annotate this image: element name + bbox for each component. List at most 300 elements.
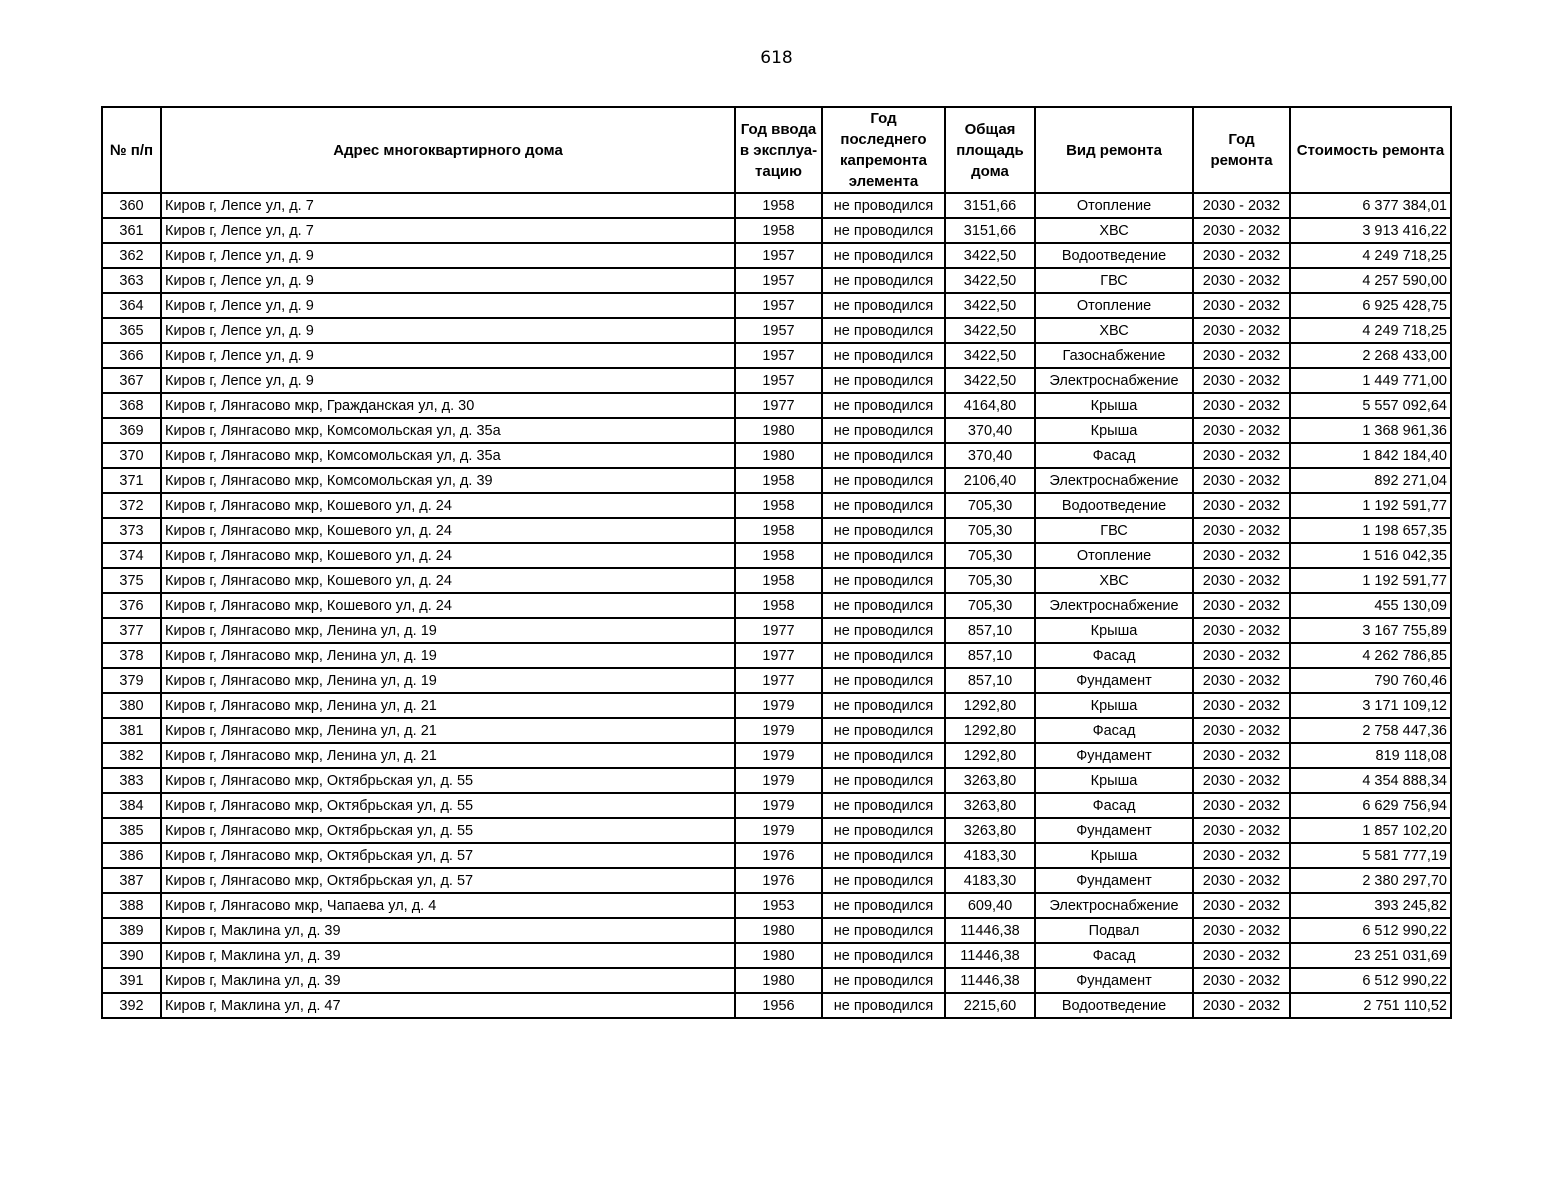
cell-year-built: 1979 bbox=[735, 768, 822, 793]
cell-repair-type: Фасад bbox=[1035, 718, 1193, 743]
cell-cost: 1 516 042,35 bbox=[1290, 543, 1451, 568]
cell-address: Киров г, Лянгасово мкр, Комсомольская ул, д. 35а bbox=[161, 443, 735, 468]
cell-repair-type: ГВС bbox=[1035, 518, 1193, 543]
cell-repair-type: ХВС bbox=[1035, 568, 1193, 593]
cell-repair-type: Крыша bbox=[1035, 418, 1193, 443]
page-number: 618 bbox=[760, 48, 793, 68]
table-row bbox=[102, 543, 1451, 568]
cell-address: Киров г, Лянгасово мкр, Ленина ул, д. 21 bbox=[161, 718, 735, 743]
table-row bbox=[102, 718, 1451, 743]
cell-last-repair: не проводился bbox=[822, 268, 945, 293]
cell-area: 1292,80 bbox=[945, 693, 1035, 718]
cell-year-built: 1957 bbox=[735, 318, 822, 343]
cell-cost: 3 171 109,12 bbox=[1290, 693, 1451, 718]
cell-repair-year: 2030 - 2032 bbox=[1193, 243, 1290, 268]
header-num: № п/п bbox=[102, 107, 161, 193]
cell-last-repair: не проводился bbox=[822, 793, 945, 818]
cell-repair-type: Электроснабжение bbox=[1035, 368, 1193, 393]
table-row bbox=[102, 668, 1451, 693]
cell-area: 705,30 bbox=[945, 568, 1035, 593]
cell-num: 387 bbox=[102, 868, 161, 893]
cell-last-repair: не проводился bbox=[822, 843, 945, 868]
table-row bbox=[102, 218, 1451, 243]
cell-area: 705,30 bbox=[945, 543, 1035, 568]
cell-address: Киров г, Лянгасово мкр, Кошевого ул, д. 24 bbox=[161, 518, 735, 543]
table-row bbox=[102, 243, 1451, 268]
cell-repair-year: 2030 - 2032 bbox=[1193, 268, 1290, 293]
table-row bbox=[102, 418, 1451, 443]
cell-year-built: 1957 bbox=[735, 293, 822, 318]
table-row bbox=[102, 593, 1451, 618]
cell-last-repair: не проводился bbox=[822, 343, 945, 368]
cell-last-repair: не проводился bbox=[822, 468, 945, 493]
cell-address: Киров г, Маклина ул, д. 39 bbox=[161, 968, 735, 993]
cell-repair-year: 2030 - 2032 bbox=[1193, 693, 1290, 718]
cell-address: Киров г, Маклина ул, д. 47 bbox=[161, 993, 735, 1018]
cell-last-repair: не проводился bbox=[822, 443, 945, 468]
cell-cost: 2 758 447,36 bbox=[1290, 718, 1451, 743]
table-row bbox=[102, 843, 1451, 868]
cell-area: 370,40 bbox=[945, 418, 1035, 443]
cell-repair-type: ГВС bbox=[1035, 268, 1193, 293]
cell-repair-year: 2030 - 2032 bbox=[1193, 968, 1290, 993]
cell-repair-type: Фундамент bbox=[1035, 743, 1193, 768]
cell-year-built: 1977 bbox=[735, 618, 822, 643]
cell-area: 609,40 bbox=[945, 893, 1035, 918]
cell-year-built: 1976 bbox=[735, 843, 822, 868]
cell-address: Киров г, Лянгасово мкр, Ленина ул, д. 19 bbox=[161, 668, 735, 693]
cell-last-repair: не проводился bbox=[822, 968, 945, 993]
cell-year-built: 1956 bbox=[735, 993, 822, 1018]
cell-cost: 6 629 756,94 bbox=[1290, 793, 1451, 818]
cell-year-built: 1979 bbox=[735, 818, 822, 843]
cell-repair-year: 2030 - 2032 bbox=[1193, 193, 1290, 218]
header-year-built: Год ввода в эксплуа-тацию bbox=[735, 107, 822, 193]
cell-area: 11446,38 bbox=[945, 918, 1035, 943]
cell-cost: 4 249 718,25 bbox=[1290, 318, 1451, 343]
cell-cost: 4 249 718,25 bbox=[1290, 243, 1451, 268]
table-row bbox=[102, 318, 1451, 343]
cell-num: 381 bbox=[102, 718, 161, 743]
cell-year-built: 1958 bbox=[735, 543, 822, 568]
cell-area: 11446,38 bbox=[945, 943, 1035, 968]
cell-year-built: 1979 bbox=[735, 743, 822, 768]
cell-repair-year: 2030 - 2032 bbox=[1193, 793, 1290, 818]
header-cost: Стоимость ремонта bbox=[1290, 107, 1451, 193]
cell-year-built: 1977 bbox=[735, 668, 822, 693]
cell-area: 3422,50 bbox=[945, 368, 1035, 393]
cell-last-repair: не проводился bbox=[822, 943, 945, 968]
header-repair-year: Год ремонта bbox=[1193, 107, 1290, 193]
header-repair-type: Вид ремонта bbox=[1035, 107, 1193, 193]
cell-area: 1292,80 bbox=[945, 743, 1035, 768]
cell-num: 375 bbox=[102, 568, 161, 593]
cell-cost: 1 192 591,77 bbox=[1290, 493, 1451, 518]
cell-num: 369 bbox=[102, 418, 161, 443]
cell-last-repair: не проводился bbox=[822, 918, 945, 943]
table-row bbox=[102, 193, 1451, 218]
cell-repair-type: Фасад bbox=[1035, 943, 1193, 968]
cell-num: 380 bbox=[102, 693, 161, 718]
cell-num: 362 bbox=[102, 243, 161, 268]
header-address: Адрес многоквартирного дома bbox=[161, 107, 735, 193]
cell-last-repair: не проводился bbox=[822, 818, 945, 843]
cell-address: Киров г, Лепсе ул, д. 9 bbox=[161, 293, 735, 318]
cell-area: 705,30 bbox=[945, 493, 1035, 518]
cell-address: Киров г, Маклина ул, д. 39 bbox=[161, 918, 735, 943]
cell-last-repair: не проводился bbox=[822, 868, 945, 893]
cell-repair-year: 2030 - 2032 bbox=[1193, 318, 1290, 343]
repair-table bbox=[101, 106, 1452, 1019]
cell-last-repair: не проводился bbox=[822, 568, 945, 593]
cell-num: 366 bbox=[102, 343, 161, 368]
cell-repair-type: Электроснабжение bbox=[1035, 593, 1193, 618]
table-row bbox=[102, 968, 1451, 993]
cell-num: 361 bbox=[102, 218, 161, 243]
cell-area: 3263,80 bbox=[945, 818, 1035, 843]
cell-cost: 2 380 297,70 bbox=[1290, 868, 1451, 893]
cell-address: Киров г, Лепсе ул, д. 9 bbox=[161, 368, 735, 393]
cell-address: Киров г, Лянгасово мкр, Ленина ул, д. 19 bbox=[161, 618, 735, 643]
cell-area: 3422,50 bbox=[945, 268, 1035, 293]
cell-cost: 892 271,04 bbox=[1290, 468, 1451, 493]
cell-address: Киров г, Маклина ул, д. 39 bbox=[161, 943, 735, 968]
table-row bbox=[102, 818, 1451, 843]
cell-address: Киров г, Лепсе ул, д. 9 bbox=[161, 318, 735, 343]
cell-repair-type: Электроснабжение bbox=[1035, 893, 1193, 918]
cell-repair-type: Фасад bbox=[1035, 443, 1193, 468]
cell-num: 371 bbox=[102, 468, 161, 493]
table-row bbox=[102, 293, 1451, 318]
cell-repair-type: Крыша bbox=[1035, 843, 1193, 868]
cell-num: 385 bbox=[102, 818, 161, 843]
table-row bbox=[102, 743, 1451, 768]
cell-repair-type: Фундамент bbox=[1035, 968, 1193, 993]
cell-num: 370 bbox=[102, 443, 161, 468]
cell-year-built: 1957 bbox=[735, 243, 822, 268]
cell-cost: 6 512 990,22 bbox=[1290, 968, 1451, 993]
cell-repair-year: 2030 - 2032 bbox=[1193, 518, 1290, 543]
cell-address: Киров г, Лепсе ул, д. 7 bbox=[161, 193, 735, 218]
cell-cost: 6 377 384,01 bbox=[1290, 193, 1451, 218]
cell-year-built: 1979 bbox=[735, 693, 822, 718]
cell-year-built: 1958 bbox=[735, 568, 822, 593]
cell-repair-type: Отопление bbox=[1035, 543, 1193, 568]
cell-cost: 6 925 428,75 bbox=[1290, 293, 1451, 318]
cell-address: Киров г, Лянгасово мкр, Октябрьская ул, д. 55 bbox=[161, 818, 735, 843]
cell-repair-year: 2030 - 2032 bbox=[1193, 293, 1290, 318]
cell-repair-year: 2030 - 2032 bbox=[1193, 443, 1290, 468]
cell-last-repair: не проводился bbox=[822, 668, 945, 693]
cell-address: Киров г, Лянгасово мкр, Гражданская ул, д. 30 bbox=[161, 393, 735, 418]
cell-address: Киров г, Лянгасово мкр, Кошевого ул, д. 24 bbox=[161, 593, 735, 618]
cell-repair-year: 2030 - 2032 bbox=[1193, 543, 1290, 568]
cell-repair-year: 2030 - 2032 bbox=[1193, 818, 1290, 843]
cell-num: 365 bbox=[102, 318, 161, 343]
table-header-row bbox=[102, 107, 1451, 193]
cell-last-repair: не проводился bbox=[822, 418, 945, 443]
cell-repair-year: 2030 - 2032 bbox=[1193, 393, 1290, 418]
cell-repair-year: 2030 - 2032 bbox=[1193, 368, 1290, 393]
cell-year-built: 1980 bbox=[735, 443, 822, 468]
cell-year-built: 1957 bbox=[735, 268, 822, 293]
cell-address: Киров г, Лепсе ул, д. 9 bbox=[161, 243, 735, 268]
cell-repair-type: Отопление bbox=[1035, 193, 1193, 218]
cell-last-repair: не проводился bbox=[822, 293, 945, 318]
cell-area: 857,10 bbox=[945, 643, 1035, 668]
cell-repair-year: 2030 - 2032 bbox=[1193, 668, 1290, 693]
table-row bbox=[102, 943, 1451, 968]
cell-area: 705,30 bbox=[945, 518, 1035, 543]
cell-last-repair: не проводился bbox=[822, 493, 945, 518]
cell-num: 367 bbox=[102, 368, 161, 393]
table-row bbox=[102, 368, 1451, 393]
cell-num: 388 bbox=[102, 893, 161, 918]
cell-repair-year: 2030 - 2032 bbox=[1193, 493, 1290, 518]
cell-address: Киров г, Лянгасово мкр, Ленина ул, д. 19 bbox=[161, 643, 735, 668]
cell-last-repair: не проводился bbox=[822, 393, 945, 418]
cell-repair-year: 2030 - 2032 bbox=[1193, 218, 1290, 243]
cell-cost: 455 130,09 bbox=[1290, 593, 1451, 618]
cell-address: Киров г, Лянгасово мкр, Ленина ул, д. 21 bbox=[161, 743, 735, 768]
cell-repair-year: 2030 - 2032 bbox=[1193, 618, 1290, 643]
cell-area: 857,10 bbox=[945, 618, 1035, 643]
cell-cost: 3 913 416,22 bbox=[1290, 218, 1451, 243]
cell-year-built: 1979 bbox=[735, 718, 822, 743]
cell-num: 364 bbox=[102, 293, 161, 318]
cell-repair-type: Крыша bbox=[1035, 693, 1193, 718]
cell-last-repair: не проводился bbox=[822, 193, 945, 218]
cell-repair-year: 2030 - 2032 bbox=[1193, 593, 1290, 618]
cell-last-repair: не проводился bbox=[822, 218, 945, 243]
cell-last-repair: не проводился bbox=[822, 893, 945, 918]
cell-num: 382 bbox=[102, 743, 161, 768]
cell-repair-year: 2030 - 2032 bbox=[1193, 343, 1290, 368]
cell-repair-year: 2030 - 2032 bbox=[1193, 718, 1290, 743]
table-row bbox=[102, 468, 1451, 493]
cell-num: 383 bbox=[102, 768, 161, 793]
cell-area: 4164,80 bbox=[945, 393, 1035, 418]
cell-repair-type: Фундамент bbox=[1035, 668, 1193, 693]
cell-year-built: 1958 bbox=[735, 218, 822, 243]
cell-area: 11446,38 bbox=[945, 968, 1035, 993]
cell-year-built: 1976 bbox=[735, 868, 822, 893]
cell-address: Киров г, Лянгасово мкр, Октябрьская ул, д. 57 bbox=[161, 868, 735, 893]
table-row bbox=[102, 918, 1451, 943]
cell-cost: 1 192 591,77 bbox=[1290, 568, 1451, 593]
cell-area: 2106,40 bbox=[945, 468, 1035, 493]
cell-repair-type: Электроснабжение bbox=[1035, 468, 1193, 493]
cell-year-built: 1958 bbox=[735, 193, 822, 218]
cell-year-built: 1979 bbox=[735, 793, 822, 818]
cell-repair-type: Водоотведение bbox=[1035, 993, 1193, 1018]
table-row bbox=[102, 893, 1451, 918]
cell-last-repair: не проводился bbox=[822, 243, 945, 268]
cell-year-built: 1980 bbox=[735, 968, 822, 993]
cell-last-repair: не проводился bbox=[822, 643, 945, 668]
cell-num: 392 bbox=[102, 993, 161, 1018]
header-last-repair: Год последнего капремонта элемента bbox=[822, 107, 945, 193]
cell-num: 389 bbox=[102, 918, 161, 943]
cell-address: Киров г, Лянгасово мкр, Комсомольская ул, д. 39 bbox=[161, 468, 735, 493]
cell-repair-type: Фундамент bbox=[1035, 868, 1193, 893]
cell-cost: 6 512 990,22 bbox=[1290, 918, 1451, 943]
cell-num: 386 bbox=[102, 843, 161, 868]
cell-area: 4183,30 bbox=[945, 868, 1035, 893]
cell-repair-type: Фасад bbox=[1035, 793, 1193, 818]
table-row bbox=[102, 993, 1451, 1018]
cell-last-repair: не проводился bbox=[822, 618, 945, 643]
cell-address: Киров г, Лянгасово мкр, Кошевого ул, д. 24 bbox=[161, 568, 735, 593]
cell-year-built: 1980 bbox=[735, 418, 822, 443]
cell-cost: 1 368 961,36 bbox=[1290, 418, 1451, 443]
table-row bbox=[102, 518, 1451, 543]
cell-year-built: 1980 bbox=[735, 918, 822, 943]
cell-cost: 1 842 184,40 bbox=[1290, 443, 1451, 468]
cell-repair-year: 2030 - 2032 bbox=[1193, 768, 1290, 793]
cell-repair-type: Водоотведение bbox=[1035, 243, 1193, 268]
cell-num: 368 bbox=[102, 393, 161, 418]
cell-num: 384 bbox=[102, 793, 161, 818]
table-row bbox=[102, 493, 1451, 518]
cell-repair-year: 2030 - 2032 bbox=[1193, 743, 1290, 768]
cell-year-built: 1958 bbox=[735, 468, 822, 493]
cell-repair-year: 2030 - 2032 bbox=[1193, 993, 1290, 1018]
cell-repair-year: 2030 - 2032 bbox=[1193, 843, 1290, 868]
cell-repair-year: 2030 - 2032 bbox=[1193, 868, 1290, 893]
cell-num: 378 bbox=[102, 643, 161, 668]
table-row bbox=[102, 868, 1451, 893]
cell-last-repair: не проводился bbox=[822, 993, 945, 1018]
cell-year-built: 1953 bbox=[735, 893, 822, 918]
table-row bbox=[102, 343, 1451, 368]
cell-cost: 819 118,08 bbox=[1290, 743, 1451, 768]
cell-area: 1292,80 bbox=[945, 718, 1035, 743]
cell-area: 370,40 bbox=[945, 443, 1035, 468]
cell-address: Киров г, Лепсе ул, д. 7 bbox=[161, 218, 735, 243]
cell-area: 3151,66 bbox=[945, 218, 1035, 243]
cell-cost: 4 257 590,00 bbox=[1290, 268, 1451, 293]
cell-address: Киров г, Лянгасово мкр, Чапаева ул, д. 4 bbox=[161, 893, 735, 918]
cell-repair-type: ХВС bbox=[1035, 318, 1193, 343]
cell-repair-year: 2030 - 2032 bbox=[1193, 943, 1290, 968]
cell-cost: 1 198 657,35 bbox=[1290, 518, 1451, 543]
cell-year-built: 1977 bbox=[735, 393, 822, 418]
table-row bbox=[102, 618, 1451, 643]
cell-area: 3422,50 bbox=[945, 318, 1035, 343]
cell-num: 390 bbox=[102, 943, 161, 968]
cell-num: 372 bbox=[102, 493, 161, 518]
cell-address: Киров г, Лянгасово мкр, Октябрьская ул, д. 55 bbox=[161, 793, 735, 818]
cell-last-repair: не проводился bbox=[822, 518, 945, 543]
table-row bbox=[102, 643, 1451, 668]
cell-address: Киров г, Лянгасово мкр, Комсомольская ул, д. 35а bbox=[161, 418, 735, 443]
cell-last-repair: не проводился bbox=[822, 693, 945, 718]
cell-last-repair: не проводился bbox=[822, 593, 945, 618]
cell-area: 3422,50 bbox=[945, 293, 1035, 318]
cell-repair-type: ХВС bbox=[1035, 218, 1193, 243]
cell-repair-type: Отопление bbox=[1035, 293, 1193, 318]
cell-area: 857,10 bbox=[945, 668, 1035, 693]
cell-address: Киров г, Лянгасово мкр, Октябрьская ул, д. 57 bbox=[161, 843, 735, 868]
cell-area: 705,30 bbox=[945, 593, 1035, 618]
cell-cost: 4 262 786,85 bbox=[1290, 643, 1451, 668]
cell-cost: 1 449 771,00 bbox=[1290, 368, 1451, 393]
cell-repair-year: 2030 - 2032 bbox=[1193, 468, 1290, 493]
cell-num: 360 bbox=[102, 193, 161, 218]
cell-repair-type: Подвал bbox=[1035, 918, 1193, 943]
cell-year-built: 1957 bbox=[735, 343, 822, 368]
table-row bbox=[102, 793, 1451, 818]
cell-area: 3263,80 bbox=[945, 768, 1035, 793]
cell-cost: 4 354 888,34 bbox=[1290, 768, 1451, 793]
cell-repair-type: Крыша bbox=[1035, 618, 1193, 643]
cell-area: 3151,66 bbox=[945, 193, 1035, 218]
cell-num: 373 bbox=[102, 518, 161, 543]
cell-cost: 1 857 102,20 bbox=[1290, 818, 1451, 843]
cell-repair-type: Фасад bbox=[1035, 643, 1193, 668]
cell-repair-year: 2030 - 2032 bbox=[1193, 568, 1290, 593]
cell-cost: 2 751 110,52 bbox=[1290, 993, 1451, 1018]
cell-area: 4183,30 bbox=[945, 843, 1035, 868]
cell-last-repair: не проводился bbox=[822, 718, 945, 743]
header-area: Общая площадь дома bbox=[945, 107, 1035, 193]
table-body bbox=[102, 193, 1451, 1018]
cell-year-built: 1980 bbox=[735, 943, 822, 968]
cell-last-repair: не проводился bbox=[822, 743, 945, 768]
cell-cost: 3 167 755,89 bbox=[1290, 618, 1451, 643]
cell-area: 3422,50 bbox=[945, 243, 1035, 268]
cell-cost: 393 245,82 bbox=[1290, 893, 1451, 918]
table-row bbox=[102, 768, 1451, 793]
cell-last-repair: не проводился bbox=[822, 318, 945, 343]
cell-last-repair: не проводился bbox=[822, 368, 945, 393]
cell-repair-year: 2030 - 2032 bbox=[1193, 643, 1290, 668]
cell-address: Киров г, Лянгасово мкр, Кошевого ул, д. 24 bbox=[161, 543, 735, 568]
cell-address: Киров г, Лепсе ул, д. 9 bbox=[161, 268, 735, 293]
cell-year-built: 1958 bbox=[735, 493, 822, 518]
cell-repair-type: Крыша bbox=[1035, 768, 1193, 793]
cell-year-built: 1977 bbox=[735, 643, 822, 668]
cell-year-built: 1958 bbox=[735, 518, 822, 543]
table-row bbox=[102, 393, 1451, 418]
cell-num: 391 bbox=[102, 968, 161, 993]
cell-address: Киров г, Лепсе ул, д. 9 bbox=[161, 343, 735, 368]
cell-year-built: 1958 bbox=[735, 593, 822, 618]
cell-repair-type: Фундамент bbox=[1035, 818, 1193, 843]
cell-area: 3422,50 bbox=[945, 343, 1035, 368]
cell-repair-type: Газоснабжение bbox=[1035, 343, 1193, 368]
cell-address: Киров г, Лянгасово мкр, Ленина ул, д. 21 bbox=[161, 693, 735, 718]
cell-num: 363 bbox=[102, 268, 161, 293]
cell-repair-year: 2030 - 2032 bbox=[1193, 418, 1290, 443]
cell-repair-type: Водоотведение bbox=[1035, 493, 1193, 518]
cell-repair-year: 2030 - 2032 bbox=[1193, 918, 1290, 943]
cell-num: 376 bbox=[102, 593, 161, 618]
table-row bbox=[102, 443, 1451, 468]
cell-cost: 2 268 433,00 bbox=[1290, 343, 1451, 368]
cell-cost: 5 581 777,19 bbox=[1290, 843, 1451, 868]
cell-repair-type: Крыша bbox=[1035, 393, 1193, 418]
cell-num: 379 bbox=[102, 668, 161, 693]
cell-address: Киров г, Лянгасово мкр, Октябрьская ул, д. 55 bbox=[161, 768, 735, 793]
cell-num: 374 bbox=[102, 543, 161, 568]
cell-cost: 23 251 031,69 bbox=[1290, 943, 1451, 968]
cell-area: 2215,60 bbox=[945, 993, 1035, 1018]
cell-cost: 5 557 092,64 bbox=[1290, 393, 1451, 418]
cell-num: 377 bbox=[102, 618, 161, 643]
cell-cost: 790 760,46 bbox=[1290, 668, 1451, 693]
